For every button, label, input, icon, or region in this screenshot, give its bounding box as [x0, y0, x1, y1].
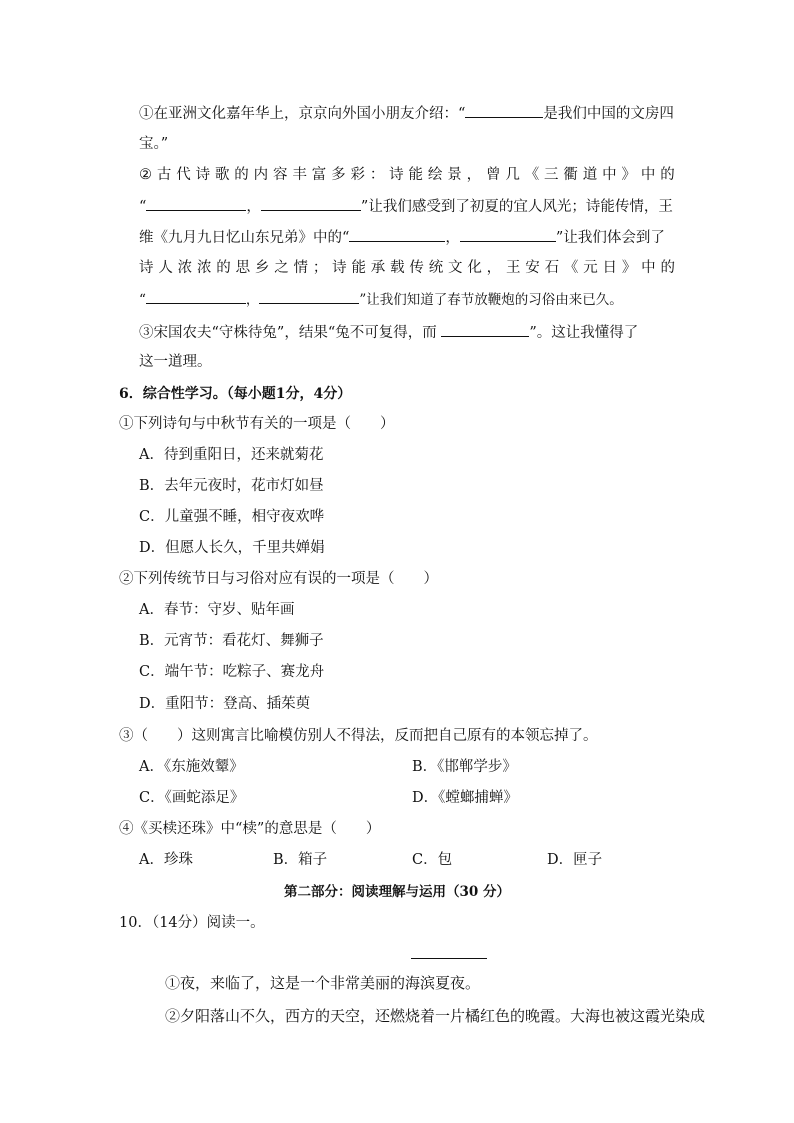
answer-blank[interactable] [465, 103, 543, 118]
fill-blank-line: 宝。” [139, 136, 169, 152]
text-char: 景 [447, 167, 462, 183]
text-char: ， [486, 260, 502, 276]
part-heading: 第二部分：阅读理解与运用（30 分） [284, 884, 510, 900]
answer-blank[interactable] [261, 196, 361, 211]
option-d[interactable]: D．重阳节：登高、插茱萸 [139, 696, 311, 712]
text-char: 》 [621, 167, 636, 183]
answer-blank[interactable] [460, 227, 556, 242]
justified-line [139, 258, 675, 278]
text-char: 丰 [292, 167, 307, 183]
option-d[interactable]: D．《螳螂捕蝉》 [412, 790, 518, 806]
text-char: 的 [660, 260, 675, 276]
text-char: 多 [331, 167, 346, 183]
text-char: 能 [351, 260, 366, 276]
text-char: 的 [216, 260, 231, 276]
text-char: 》 [621, 260, 637, 276]
option-d[interactable]: D．匣子 [547, 852, 603, 868]
option-c[interactable]: C．包 [412, 852, 453, 868]
text-char: 石 [544, 260, 560, 276]
text-char: 情 [293, 260, 308, 276]
text-char: 容 [273, 167, 288, 183]
text-char: 三 [544, 167, 559, 183]
text-char: 绘 [427, 167, 443, 183]
text-char: 衢 [563, 167, 578, 183]
text-char: 传 [409, 260, 424, 276]
reading-paragraph: ①夜，来临了，这是一个非常美丽的海滨夏夜。 [165, 974, 481, 992]
text-char: 浓 [177, 260, 193, 276]
option-c[interactable]: C．端午节：吃粽子、赛龙舟 [139, 664, 325, 680]
text-char: 文 [448, 260, 463, 276]
text-char: 歌 [214, 167, 230, 183]
text-char: 曾 [485, 167, 501, 183]
text-char: 的 [234, 167, 249, 183]
fill-blank-line: “ ， ”让我们感受到了初夏的宜人风光；诗能传情，王 [139, 196, 673, 217]
option-a[interactable]: A．《东施效颦》 [139, 759, 244, 775]
question-stem: ②下列传统节日与习俗对应有误的一项是（ ） [119, 571, 438, 587]
fill-blank-line: ①在亚洲文化嘉年华上，京京向外国小朋友介绍：“ 是我们中国的文房四 [139, 103, 674, 124]
text-char: 化 [467, 260, 482, 276]
answer-blank[interactable] [259, 289, 359, 304]
answer-blank[interactable] [146, 196, 246, 211]
text-char: 元 [583, 260, 598, 276]
option-a[interactable]: A．珍珠 [139, 852, 193, 868]
text-char: 人 [158, 260, 173, 276]
text-char: ， [466, 167, 482, 183]
text-char: 乡 [254, 260, 270, 276]
text-char: 王 [505, 260, 521, 276]
text-char: ； [312, 260, 328, 276]
text-char: 中 [641, 260, 656, 276]
question-stem: ③（ ）这则寓言比喻模仿别人不得法，反而把自己原有的本领忘掉了。 [119, 728, 598, 744]
question-heading: 10．（14分）阅读一。 [119, 915, 265, 931]
fill-blank-line: ③宋国农夫“守株待兔”，结果“兔不可复得，而 ”。这让我懂得了 [139, 322, 638, 343]
answer-blank[interactable] [349, 227, 445, 242]
option-a[interactable]: A．待到重阳日，还来就菊花 [139, 447, 324, 463]
text-char: 几 [505, 167, 520, 183]
fill-blank-line: 这一道理。 [139, 354, 212, 370]
question-stem: ④《买椟还珠》中“椟”的意思是（ ） [119, 821, 381, 837]
text-char: 日 [602, 260, 617, 276]
text-char: 能 [408, 167, 424, 183]
text-char: 中 [640, 167, 656, 183]
text-char: 思 [235, 260, 251, 276]
answer-blank[interactable] [146, 289, 246, 304]
text-char: 浓 [196, 260, 212, 276]
text-char: 承 [370, 260, 386, 276]
section-heading: 6．综合性学习。（每小题1分，4分） [119, 386, 352, 402]
answer-blank[interactable] [441, 322, 529, 337]
text-char: 代 [176, 167, 191, 183]
text-char: 载 [390, 260, 405, 276]
justified-line [139, 165, 675, 185]
option-b[interactable]: B．去年元夜时，花市灯如昼 [139, 478, 324, 494]
fill-blank-line: “ ， ”让我们知道了春节放鞭炮的习俗由来已久。 [139, 289, 623, 310]
text-char: 《 [563, 260, 579, 276]
text-char: 富 [311, 167, 327, 183]
text-char: 内 [253, 167, 269, 183]
text-char: 古 [156, 167, 172, 183]
text-char: 的 [660, 167, 675, 183]
option-b[interactable]: B．元宵节：看花灯、舞狮子 [139, 633, 324, 649]
text-char: ： [369, 167, 385, 183]
text-char: 诗 [332, 260, 347, 276]
option-d[interactable]: D．但愿人长久，千里共婵娟 [139, 540, 325, 556]
text-char: 《 [524, 167, 540, 183]
title-blank[interactable] [411, 958, 487, 959]
option-b[interactable]: B．《邯郸学步》 [412, 759, 517, 775]
option-c[interactable]: C．《画蛇添足》 [139, 790, 245, 806]
text-char: ② [139, 167, 152, 183]
option-b[interactable]: B．箱子 [273, 852, 328, 868]
text-char: 之 [274, 260, 289, 276]
option-a[interactable]: A．春节：守岁、贴年画 [139, 602, 295, 618]
text-char: 诗 [139, 260, 154, 276]
text-char: 中 [602, 167, 617, 183]
text-char: 安 [525, 260, 540, 276]
text-char: 诗 [389, 167, 404, 183]
fill-blank-line: 维《九月九日忆山东兄弟》中的“ ， ”让我们体会到了 [139, 227, 665, 248]
question-stem: ①下列诗句与中秋节有关的一项是（ ） [119, 416, 395, 432]
option-c[interactable]: C．儿童强不睡，相守夜欢哗 [139, 509, 325, 525]
text-char: 道 [582, 167, 598, 183]
text-char: 彩 [350, 167, 365, 183]
reading-paragraph: ②夕阳落山不久，西方的天空，还燃烧着一片橘红色的晚霞。大海也被这霞光染成 [165, 1007, 706, 1025]
text-char: 诗 [195, 167, 211, 183]
text-char: 统 [428, 260, 444, 276]
